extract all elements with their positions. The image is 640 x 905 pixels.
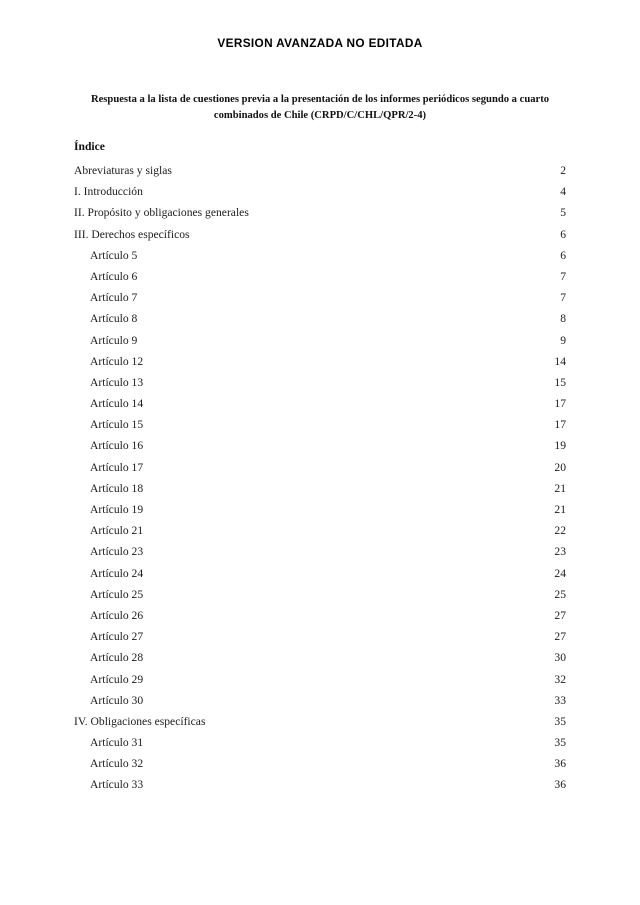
toc-entry[interactable] xyxy=(0,690,640,711)
toc-entry-label: IV. Obligaciones específicas xyxy=(74,714,206,728)
table-of-contents xyxy=(0,160,640,796)
toc-entry[interactable] xyxy=(0,647,640,668)
toc-entry-page-number: 5 xyxy=(560,206,566,220)
toc-entry-label: Artículo 31 xyxy=(90,736,144,750)
toc-entry-page-number: 27 xyxy=(554,608,566,622)
toc-entry-page-number: 21 xyxy=(554,503,566,516)
toc-entry-page-number: 35 xyxy=(554,736,566,750)
toc-entry-label: Artículo 16 xyxy=(90,439,144,453)
toc-entry-page-number: 33 xyxy=(554,693,566,707)
toc-entry[interactable] xyxy=(0,414,640,435)
toc-entry-label: Artículo 21 xyxy=(90,524,144,538)
document-title-line-1: Respuesta a la lista de cuestiones previa a la presentación de los informes periódicos segundo a cuarto xyxy=(90,94,550,105)
toc-entry-label: Artículo 24 xyxy=(90,566,144,580)
toc-entry[interactable] xyxy=(0,732,640,753)
toc-entry[interactable] xyxy=(0,308,640,329)
toc-entry-label: Artículo 17 xyxy=(90,460,144,474)
toc-entry[interactable] xyxy=(0,563,640,584)
toc-entry-page-number: 23 xyxy=(554,545,566,559)
toc-entry[interactable] xyxy=(0,478,640,499)
toc-entry-page-number: 36 xyxy=(554,778,566,792)
toc-entry-page-number: 6 xyxy=(560,248,566,262)
toc-entry[interactable] xyxy=(0,266,640,287)
toc-entry-page-number: 7 xyxy=(560,269,566,283)
toc-entry-label: Artículo 19 xyxy=(90,503,144,516)
toc-entry-label: Artículo 6 xyxy=(90,269,138,283)
toc-entry[interactable] xyxy=(0,435,640,456)
toc-entry-label: Artículo 13 xyxy=(90,375,144,389)
toc-entry-label: Artículo 25 xyxy=(90,587,144,601)
toc-entry-page-number: 27 xyxy=(554,630,566,644)
toc-entry-page-number: 21 xyxy=(554,481,566,495)
toc-entry-label: Artículo 15 xyxy=(90,418,144,432)
toc-entry[interactable] xyxy=(0,202,640,223)
toc-entry[interactable] xyxy=(0,605,640,626)
toc-entry[interactable] xyxy=(0,753,640,774)
toc-entry-page-number: 8 xyxy=(560,312,566,326)
toc-entry-page-number: 15 xyxy=(554,375,566,389)
toc-entry[interactable] xyxy=(0,372,640,393)
toc-entry-label: Artículo 28 xyxy=(90,651,144,665)
toc-entry[interactable] xyxy=(0,245,640,266)
toc-entry-page-number: 22 xyxy=(554,524,566,538)
toc-entry-label: Artículo 26 xyxy=(90,608,144,622)
toc-entry-page-number: 30 xyxy=(554,651,566,665)
toc-entry-label: Artículo 33 xyxy=(90,778,144,792)
toc-entry-label: II. Propósito y obligaciones generales xyxy=(74,206,249,220)
table-of-contents-heading: Índice xyxy=(74,140,105,153)
toc-entry[interactable] xyxy=(0,669,640,690)
toc-entry-label: Artículo 18 xyxy=(90,481,144,495)
toc-entry[interactable] xyxy=(0,287,640,308)
toc-entry-page-number: 19 xyxy=(554,439,566,453)
toc-entry[interactable] xyxy=(0,457,640,478)
toc-entry-page-number: 7 xyxy=(560,291,566,305)
toc-entry[interactable] xyxy=(0,224,640,245)
toc-entry-page-number: 24 xyxy=(554,566,566,580)
toc-entry-page-number: 17 xyxy=(554,397,566,411)
toc-entry[interactable] xyxy=(0,584,640,605)
toc-entry-page-number: 9 xyxy=(560,333,566,347)
document-status-notice: VERSION AVANZADA NO EDITADA xyxy=(217,36,423,50)
toc-entry-page-number: 2 xyxy=(560,164,566,177)
toc-entry[interactable] xyxy=(0,626,640,647)
toc-entry-label: Artículo 27 xyxy=(90,630,144,644)
toc-entry-label: Artículo 32 xyxy=(90,757,144,771)
toc-entry-label: Artículo 12 xyxy=(90,354,144,368)
toc-entry-label: Artículo 5 xyxy=(90,248,138,262)
toc-entry[interactable] xyxy=(0,711,640,732)
toc-entry-page-number: 36 xyxy=(554,757,566,771)
toc-entry-label: Artículo 30 xyxy=(90,693,144,707)
toc-entry-label: Abreviaturas y siglas xyxy=(74,164,172,177)
toc-entry[interactable] xyxy=(0,393,640,414)
toc-entry-label: Artículo 7 xyxy=(90,291,138,305)
toc-entry[interactable] xyxy=(0,541,640,562)
toc-entry-page-number: 32 xyxy=(554,672,566,686)
toc-entry-page-number: 35 xyxy=(554,714,566,728)
toc-entry-label: I. Introducción xyxy=(74,185,143,199)
toc-entry-label: Artículo 14 xyxy=(90,397,144,411)
toc-entry-page-number: 25 xyxy=(554,587,566,601)
toc-entry-page-number: 14 xyxy=(554,354,566,368)
toc-entry[interactable] xyxy=(0,774,640,795)
toc-entry-label: Artículo 29 xyxy=(90,672,144,686)
toc-entry-page-number: 6 xyxy=(560,227,566,241)
toc-entry[interactable] xyxy=(0,520,640,541)
document-title xyxy=(78,92,562,125)
toc-entry[interactable] xyxy=(0,181,640,202)
toc-entry-page-number: 20 xyxy=(554,460,566,474)
toc-entry-page-number: 17 xyxy=(554,418,566,432)
toc-entry[interactable] xyxy=(0,160,640,181)
document-title-line-2: combinados de Chile (CRPD/C/CHL/QPR/2-4) xyxy=(213,110,427,122)
toc-entry-page-number: 4 xyxy=(560,185,566,199)
toc-entry[interactable] xyxy=(0,351,640,372)
toc-entry-label: Artículo 9 xyxy=(90,333,138,347)
toc-entry-label: III. Derechos específicos xyxy=(74,227,190,241)
toc-entry[interactable] xyxy=(0,330,640,351)
toc-entry-label: Artículo 23 xyxy=(90,545,144,559)
toc-entry[interactable] xyxy=(0,499,640,520)
toc-entry-label: Artículo 8 xyxy=(90,312,138,326)
